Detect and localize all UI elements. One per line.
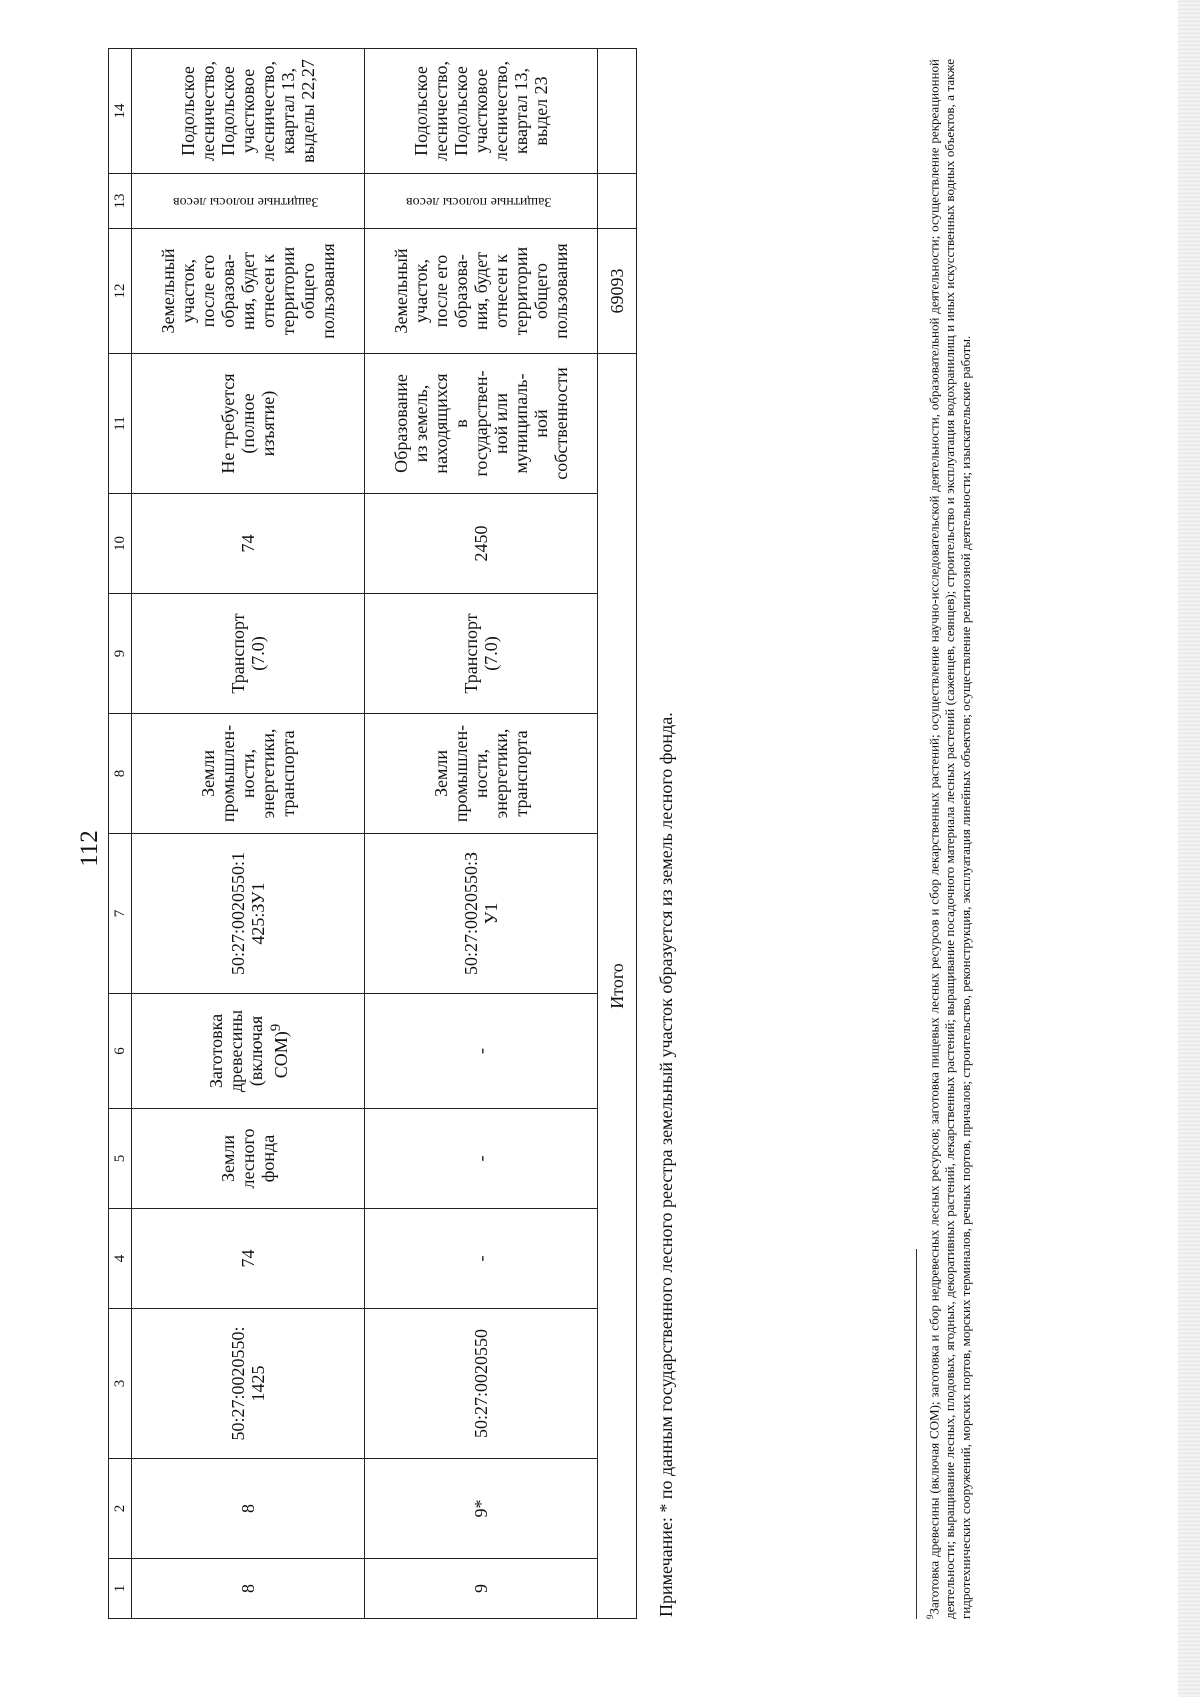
- column-number: 14: [109, 49, 132, 174]
- plot-number-cell: 9*: [365, 1459, 598, 1559]
- forest-purpose-cell: [365, 174, 598, 229]
- new-area-cell: 2450: [365, 494, 598, 594]
- table-note: [656, 712, 677, 1617]
- scan-edge-artifact: [1178, 0, 1200, 1697]
- forestry-location-cell: [132, 49, 365, 174]
- new-permitted-use-cell: [365, 594, 598, 714]
- plot-status-cell: [365, 229, 598, 354]
- cadastral-number: 50:27:0020550: 1425: [228, 1326, 268, 1441]
- formation-method-cell: [132, 354, 365, 494]
- new-area-cell: 74: [132, 494, 365, 594]
- table-row: [365, 49, 598, 1619]
- plot-status: Земельный участок, после его образова- ния, будет отнесен к территории общего пользования: [158, 243, 338, 339]
- total-empty-cell: [598, 49, 637, 174]
- column-number: 5: [109, 1109, 132, 1209]
- column-number: 10: [109, 494, 132, 594]
- new-permitted-use: Транспорт (7.0): [461, 613, 501, 694]
- row-number-cell: 8: [132, 1559, 365, 1619]
- new-plot-number: 50:27:0020550:З У1: [461, 851, 501, 976]
- table-row: [132, 49, 365, 1619]
- permitted-use-cell: [132, 994, 365, 1109]
- cadastral-number: 50:27:0020550: [471, 1329, 491, 1439]
- total-label-cell: Итого: [598, 354, 637, 1619]
- cadastral-block-cell: [132, 1309, 365, 1459]
- area-cell: -: [365, 1209, 598, 1309]
- forest-purpose: Защитные полосы лесов: [173, 194, 319, 209]
- forestry-location: Подольское лесничество, Подольское участковое лесничество, квартал 13, выделы 22,27: [178, 59, 318, 163]
- page-number: 112: [76, 830, 103, 867]
- plot-status-cell: [132, 229, 365, 354]
- column-number: 7: [109, 834, 132, 994]
- permitted-use: -: [471, 1048, 491, 1054]
- total-empty-cell: [598, 174, 637, 229]
- footnote-text: Заготовка древесины (включая СОМ); заготовка и сбор недревесных лесных ресурсов; заготовка пищевых лесных ресурсов и сбор лекарственных растений; осуществление научно-исследовательской деятельности, образовательной деятельности; осуществление рекреационной деятельности; выращивание лесных, плодовых, ягодных, декоративных растений, лекарственных растений; выращивание посадочного материала лесных растений (саженцев, сеянцев); строительство и эксплуатация водохранилищ и иных искусственных водных объектов, а также гидротехнических сооружений, морских портов, морских терминалов, речных портов, причалов; строительство, реконструкция, эксплуатация линейных объектов; осуществление религиозной деятельности; изыскательские работы.: [926, 59, 974, 1619]
- row-number-cell: 9: [365, 1559, 598, 1619]
- land-category-cell: [365, 1109, 598, 1209]
- forestry-location: Подольское лесничество, Подольское участковое лесничество, квартал 13, выдел 23: [411, 61, 551, 161]
- total-value-cell: 69093: [598, 229, 637, 354]
- column-number: 9: [109, 594, 132, 714]
- new-land-category: Земли промышлен- ности, энергетики, транспорта: [198, 724, 298, 823]
- column-number: 1: [109, 1559, 132, 1619]
- formation-method: Не требуется (полное изъятие): [218, 373, 278, 474]
- footnote-divider: [916, 1249, 917, 1619]
- new-land-category-cell: [132, 714, 365, 834]
- new-plot-number-cell: [132, 834, 365, 994]
- land-plots-table: [108, 48, 637, 1619]
- note-text: по данным государственного лесного реестра земельный участок образуется из земель лесного фонда.: [656, 712, 676, 1504]
- total-row: [598, 49, 637, 1619]
- column-number: 12: [109, 229, 132, 354]
- note-label: Примечание: *: [656, 1503, 676, 1617]
- new-land-category: Земли промышлен- ности, энергетики, транспорта: [431, 724, 531, 823]
- forestry-location-cell: [365, 49, 598, 174]
- new-plot-number: 50:27:0020550:1 425:ЗУ1: [228, 852, 268, 976]
- land-category: Земли лесного фонда: [218, 1128, 278, 1189]
- column-number: 13: [109, 174, 132, 229]
- permitted-use-cell: [365, 994, 598, 1109]
- new-land-category-cell: [365, 714, 598, 834]
- forest-purpose-cell: [132, 174, 365, 229]
- formation-method-cell: [365, 354, 598, 494]
- column-number: 2: [109, 1459, 132, 1559]
- footnote-ref: 9: [267, 1023, 284, 1032]
- footnote: [922, 59, 974, 1619]
- land-category-cell: [132, 1109, 365, 1209]
- column-number: 6: [109, 994, 132, 1109]
- plot-number-cell: 8: [132, 1459, 365, 1559]
- forest-purpose: Защитные полосы лесов: [406, 194, 552, 209]
- cadastral-block-cell: [365, 1309, 598, 1459]
- plot-status: Земельный участок, после его образова- ния, будет отнесен к территории общего пользования: [391, 243, 571, 339]
- area-cell: 74: [132, 1209, 365, 1309]
- column-number: 11: [109, 354, 132, 494]
- column-number: 4: [109, 1209, 132, 1309]
- new-plot-number-cell: [365, 834, 598, 994]
- permitted-use: Заготовка древесины (включая СОМ): [205, 1009, 291, 1093]
- new-permitted-use: Транспорт (7.0): [228, 613, 268, 694]
- column-number-row: [109, 49, 132, 1619]
- land-category: -: [471, 1155, 491, 1162]
- footnote-marker: 9: [925, 1614, 935, 1619]
- new-permitted-use-cell: [132, 594, 365, 714]
- column-number: 3: [109, 1309, 132, 1459]
- formation-method: Образование из земель, находящихся в государствен- ной или муниципаль- ной собственности: [391, 367, 571, 480]
- column-number: 8: [109, 714, 132, 834]
